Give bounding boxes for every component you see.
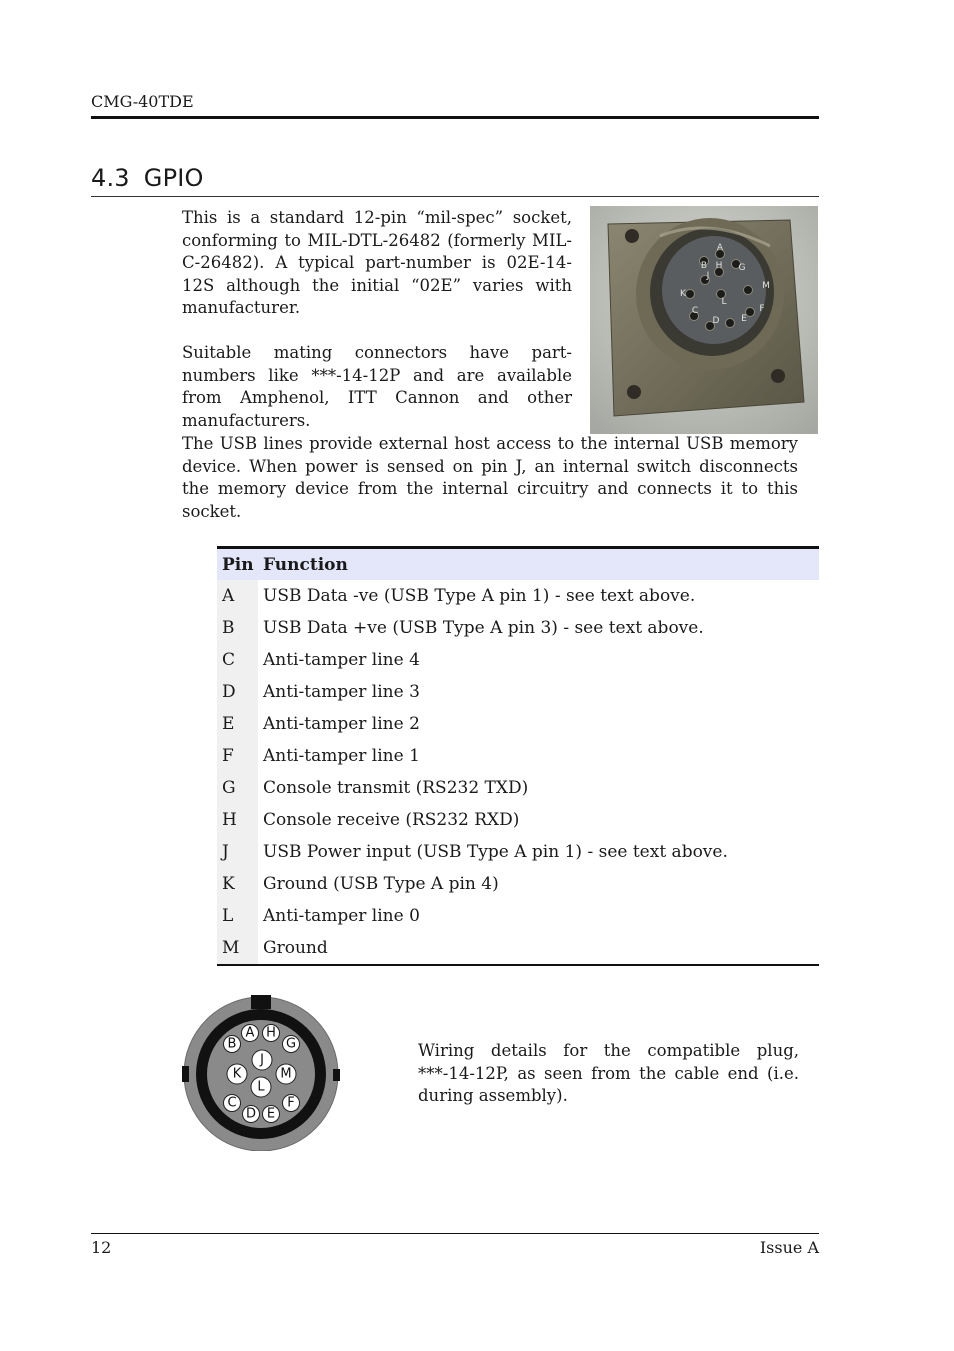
- wiring-details-caption: Wiring details for the compatible plug, ***-14-12P, as seen from the cable end (i.e. during assembly).: [418, 1041, 799, 1106]
- table-row: [217, 804, 819, 836]
- socket-photo: [590, 206, 818, 434]
- issue-label: Issue A: [759, 1238, 819, 1257]
- section-title: GPIO: [143, 164, 204, 192]
- function-cell: Anti-tamper line 4: [263, 650, 420, 670]
- table-row: [217, 868, 819, 900]
- pin-cell: B: [217, 612, 258, 644]
- function-cell: Ground (USB Type A pin 4): [263, 874, 499, 894]
- function-cell: Anti-tamper line 0: [263, 906, 420, 926]
- table-row: [217, 676, 819, 708]
- pin-cell: E: [217, 708, 258, 740]
- pin-cell: K: [217, 868, 258, 900]
- socket-pin-label: F: [759, 304, 765, 314]
- socket-description-paragraph: This is a standard 12-pin “mil-spec” socket, conforming to MIL-DTL-26482 (formerly MIL-C-26482). A typical part-number is 02E-14-12S although the initial “02E” varies with manufacturer.: [182, 208, 572, 318]
- pin-cell: L: [217, 900, 258, 932]
- table-row: [217, 900, 819, 932]
- section-heading: [91, 164, 204, 192]
- socket-pin-label: K: [680, 289, 686, 299]
- header-rule: [91, 116, 819, 119]
- column-header-pin: Pin: [217, 548, 258, 581]
- section-rule: [91, 196, 819, 197]
- plug-pin-label: F: [287, 1095, 295, 1111]
- table-row: [217, 580, 819, 612]
- table-row: [217, 612, 819, 644]
- function-cell: Console receive (RS232 RXD): [263, 810, 520, 830]
- socket-pin-label: A: [716, 243, 724, 253]
- mating-connectors-paragraph: Suitable mating connectors have part-numbers like ***-14-12P and are available from Amphenol, ITT Cannon and other manufacturers.: [182, 343, 572, 430]
- plug-pin-label: M: [280, 1066, 292, 1082]
- table-row: [217, 708, 819, 740]
- socket-pin-label: B: [700, 261, 708, 271]
- footer-rule: [91, 1233, 819, 1234]
- function-cell: Console transmit (RS232 TXD): [263, 778, 529, 798]
- pin-cell: M: [217, 932, 258, 965]
- column-header-function: Function: [258, 548, 819, 581]
- table-row: [217, 932, 819, 965]
- plug-pin-label: B: [227, 1036, 237, 1052]
- pinout-table: [217, 546, 819, 966]
- table-header-row: [217, 548, 819, 581]
- function-cell: Anti-tamper line 1: [263, 746, 420, 766]
- page-number: 12: [91, 1238, 112, 1257]
- function-cell: Ground: [263, 938, 328, 958]
- plug-wiring-diagram: [182, 993, 340, 1151]
- function-cell: Anti-tamper line 2: [263, 714, 420, 734]
- plug-pin-label: D: [245, 1106, 257, 1122]
- plug-pin-label: C: [227, 1095, 237, 1111]
- plug-pin-label: A: [245, 1025, 255, 1041]
- table-row: [217, 772, 819, 804]
- plug-pin-label: G: [285, 1036, 297, 1052]
- pin-cell: D: [217, 676, 258, 708]
- socket-pin-label: E: [741, 314, 747, 324]
- pin-cell: G: [217, 772, 258, 804]
- pin-cell: A: [217, 580, 258, 612]
- plug-pin-label: L: [257, 1079, 265, 1095]
- function-cell: Anti-tamper line 3: [263, 682, 420, 702]
- plug-pin-label: E: [266, 1106, 276, 1122]
- pin-cell: F: [217, 740, 258, 772]
- socket-pin-label: M: [762, 281, 770, 291]
- socket-pin-label: H: [715, 261, 723, 271]
- usb-lines-paragraph: The USB lines provide external host access to the internal USB memory device. When power is sensed on pin J, an internal switch disconnects the memory device from the internal circuitry and connects it to this socket.: [182, 434, 798, 521]
- section-number: 4.3: [91, 164, 130, 192]
- socket-pin-label: J: [706, 271, 710, 281]
- function-cell: USB Data -ve (USB Type A pin 1) - see text above.: [263, 586, 696, 606]
- pin-cell: J: [217, 836, 258, 868]
- running-header: CMG-40TDE: [91, 92, 194, 111]
- plug-pin-label: J: [260, 1052, 264, 1068]
- pin-cell: C: [217, 644, 258, 676]
- socket-pin-label: G: [738, 263, 746, 273]
- table-row: [217, 836, 819, 868]
- plug-pin-label: K: [232, 1066, 242, 1082]
- table-row: [217, 644, 819, 676]
- socket-pin-label: C: [691, 306, 699, 316]
- plug-pin-label: H: [266, 1025, 276, 1041]
- socket-pin-label: D: [712, 316, 720, 326]
- socket-pin-label: L: [721, 297, 727, 307]
- pin-cell: H: [217, 804, 258, 836]
- table-row: [217, 740, 819, 772]
- function-cell: USB Power input (USB Type A pin 1) - see text above.: [263, 842, 728, 862]
- function-cell: USB Data +ve (USB Type A pin 3) - see text above.: [263, 618, 704, 638]
